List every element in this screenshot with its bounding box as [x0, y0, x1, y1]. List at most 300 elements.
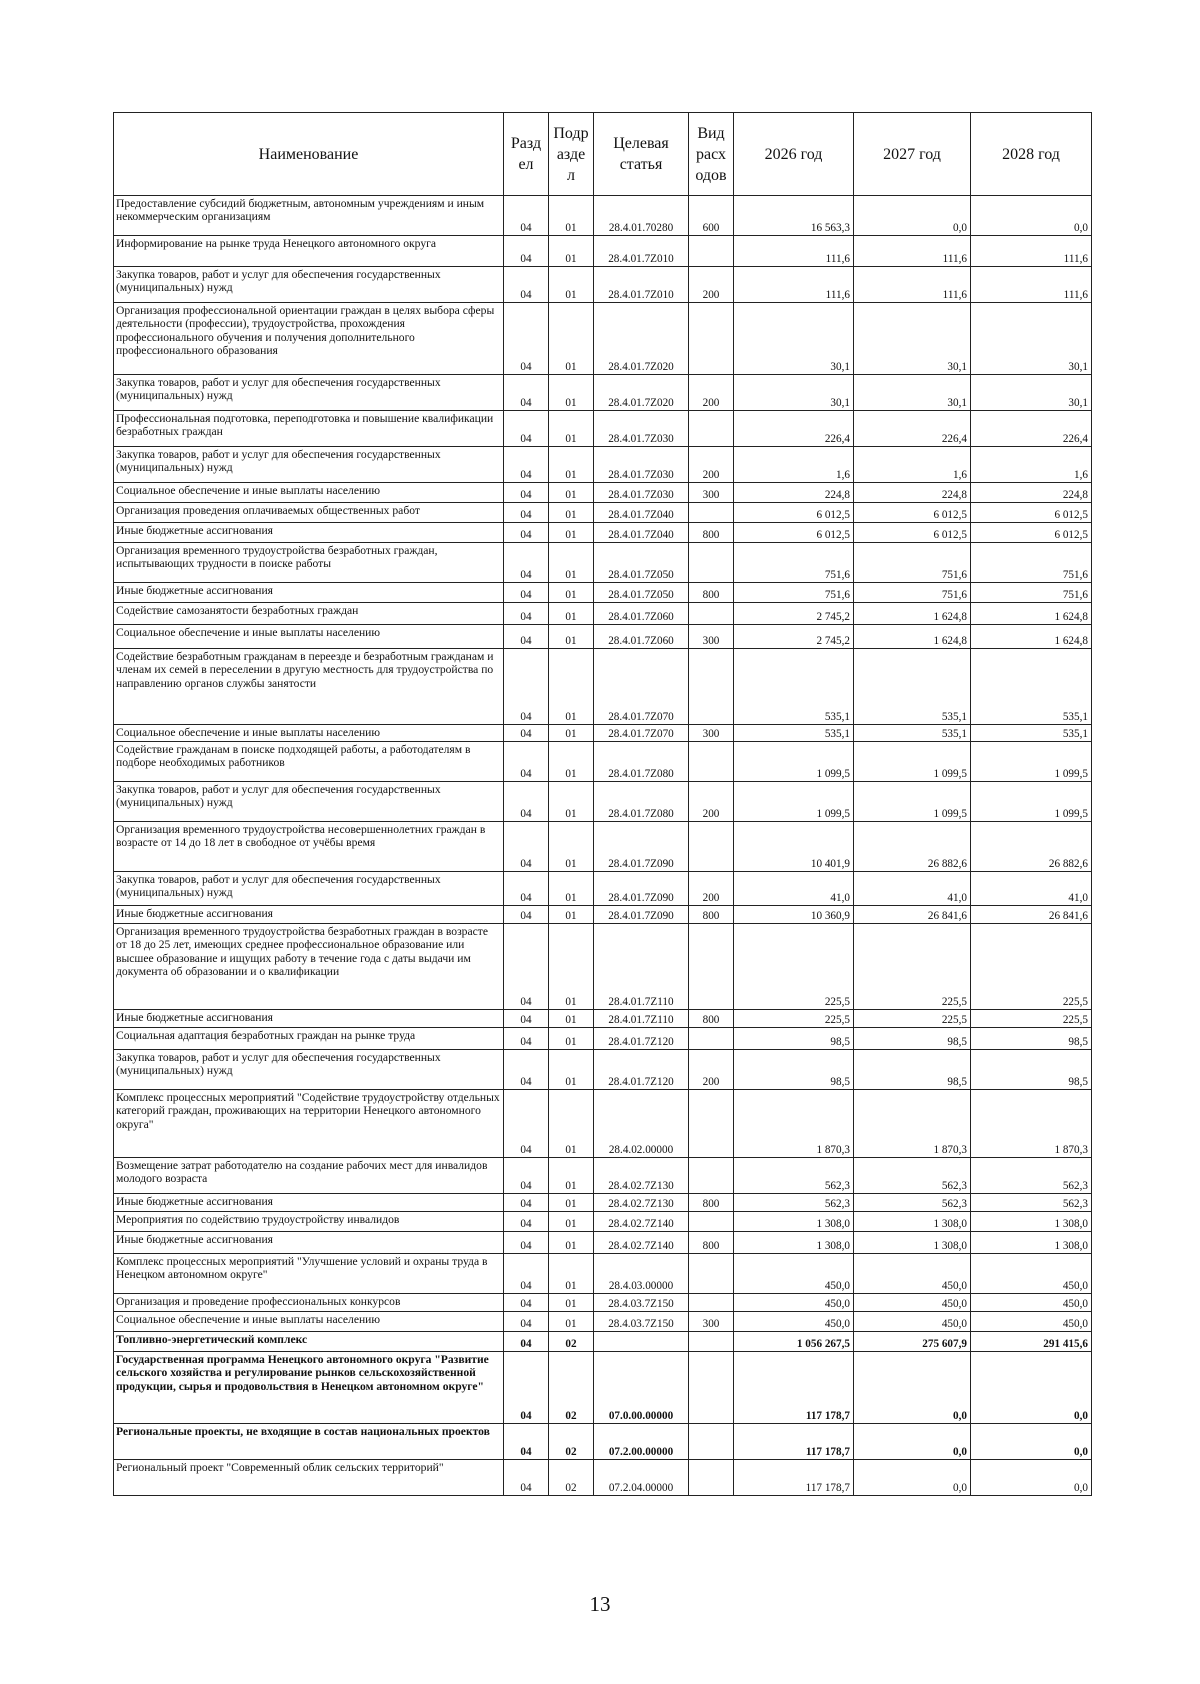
row-subsection: 01 — [549, 523, 594, 543]
row-subsection: 01 — [549, 196, 594, 236]
row-expense-kind: 200 — [689, 1050, 734, 1090]
row-expense-kind: 800 — [689, 523, 734, 543]
row-subsection: 01 — [549, 447, 594, 483]
table-row — [114, 543, 1092, 583]
row-expense-kind: 300 — [689, 625, 734, 649]
row-amount-2027: 1 624,8 — [854, 625, 971, 649]
row-subsection: 01 — [549, 1194, 594, 1212]
row-amount-2028: 6 012,5 — [971, 523, 1092, 543]
row-subsection: 01 — [549, 543, 594, 583]
row-section: 04 — [504, 411, 549, 447]
row-amount-2028: 224,8 — [971, 483, 1092, 503]
row-name: Закупка товаров, работ и услуг для обеспечения государственных (муниципальных) нужд — [114, 782, 504, 822]
row-amount-2028: 751,6 — [971, 543, 1092, 583]
row-amount-2028: 41,0 — [971, 872, 1092, 906]
table-row — [114, 1254, 1092, 1294]
row-name: Закупка товаров, работ и услуг для обеспечения государственных (муниципальных) нужд — [114, 872, 504, 906]
row-target-article — [594, 1332, 689, 1352]
row-expense-kind — [689, 503, 734, 523]
row-amount-2026: 2 745,2 — [734, 603, 854, 625]
header-year-2026: 2026 год — [734, 113, 854, 196]
table-row — [114, 411, 1092, 447]
row-section: 04 — [504, 583, 549, 603]
row-expense-kind — [689, 303, 734, 375]
row-amount-2028: 562,3 — [971, 1158, 1092, 1194]
table-row — [114, 1050, 1092, 1090]
table-row — [114, 906, 1092, 924]
row-expense-kind — [689, 1332, 734, 1352]
table-row — [114, 1010, 1092, 1028]
row-target-article: 28.4.01.7Z010 — [594, 267, 689, 303]
row-name: Организация и проведение профессиональных конкурсов — [114, 1294, 504, 1312]
row-target-article: 28.4.03.7Z150 — [594, 1294, 689, 1312]
row-amount-2026: 6 012,5 — [734, 503, 854, 523]
table-row — [114, 1028, 1092, 1050]
table-row — [114, 483, 1092, 503]
row-amount-2026: 98,5 — [734, 1050, 854, 1090]
row-subsection: 01 — [549, 603, 594, 625]
row-target-article: 28.4.01.7Z020 — [594, 303, 689, 375]
row-amount-2027: 1 624,8 — [854, 603, 971, 625]
row-expense-kind — [689, 1090, 734, 1158]
row-subsection: 01 — [549, 303, 594, 375]
row-amount-2027: 111,6 — [854, 267, 971, 303]
row-name: Организация проведения оплачиваемых общественных работ — [114, 503, 504, 523]
row-expense-kind: 800 — [689, 1232, 734, 1254]
row-expense-kind — [689, 924, 734, 1010]
row-amount-2027: 562,3 — [854, 1158, 971, 1194]
header-target-article: Целевая статья — [594, 113, 689, 196]
table-row — [114, 503, 1092, 523]
row-expense-kind: 200 — [689, 267, 734, 303]
row-amount-2027: 0,0 — [854, 1352, 971, 1424]
row-amount-2027: 226,4 — [854, 411, 971, 447]
row-subsection: 01 — [549, 583, 594, 603]
row-target-article: 28.4.01.7Z030 — [594, 483, 689, 503]
row-section: 04 — [504, 196, 549, 236]
row-target-article: 28.4.01.7Z030 — [594, 447, 689, 483]
row-amount-2027: 30,1 — [854, 303, 971, 375]
row-amount-2027: 6 012,5 — [854, 523, 971, 543]
page-number: 13 — [589, 1592, 611, 1616]
row-target-article: 28.4.01.7Z120 — [594, 1028, 689, 1050]
row-target-article: 28.4.01.7Z090 — [594, 822, 689, 872]
row-expense-kind — [689, 543, 734, 583]
table-row — [114, 924, 1092, 1010]
table-row — [114, 649, 1092, 725]
header-year-2028: 2028 год — [971, 113, 1092, 196]
row-name: Организация временного трудоустройства безработных граждан, испытывающих трудности в поиске работы — [114, 543, 504, 583]
row-section: 04 — [504, 924, 549, 1010]
row-section: 04 — [504, 1050, 549, 1090]
row-subsection: 01 — [549, 1050, 594, 1090]
row-expense-kind — [689, 1212, 734, 1232]
row-subsection: 01 — [549, 1028, 594, 1050]
row-subsection: 01 — [549, 1232, 594, 1254]
row-section: 04 — [504, 1090, 549, 1158]
row-section: 04 — [504, 375, 549, 411]
row-amount-2026: 16 563,3 — [734, 196, 854, 236]
row-amount-2027: 275 607,9 — [854, 1332, 971, 1352]
row-name: Иные бюджетные ассигнования — [114, 583, 504, 603]
row-amount-2028: 1 308,0 — [971, 1212, 1092, 1232]
row-expense-kind — [689, 411, 734, 447]
row-expense-kind: 800 — [689, 1194, 734, 1212]
table-row — [114, 1332, 1092, 1352]
row-target-article: 28.4.02.7Z140 — [594, 1232, 689, 1254]
row-subsection: 01 — [549, 725, 594, 742]
row-name: Закупка товаров, работ и услуг для обеспечения государственных (муниципальных) нужд — [114, 375, 504, 411]
row-amount-2027: 98,5 — [854, 1050, 971, 1090]
table-row — [114, 196, 1092, 236]
row-expense-kind: 200 — [689, 782, 734, 822]
row-expense-kind — [689, 1460, 734, 1496]
row-target-article: 28.4.02.00000 — [594, 1090, 689, 1158]
row-name: Организация временного трудоустройства безработных граждан в возрасте от 18 до 25 лет, имеющих среднее профессиональное образование или высшее образование и ищущих работу в течение года с даты выдачи им документа об образовании и о квалификации — [114, 924, 504, 1010]
row-target-article: 07.2.00.00000 — [594, 1424, 689, 1460]
table-row — [114, 725, 1092, 742]
table-row — [114, 267, 1092, 303]
table-row — [114, 1194, 1092, 1212]
row-amount-2026: 535,1 — [734, 649, 854, 725]
row-amount-2026: 751,6 — [734, 583, 854, 603]
row-subsection: 01 — [549, 1294, 594, 1312]
row-amount-2026: 111,6 — [734, 236, 854, 267]
table-row — [114, 1232, 1092, 1254]
row-name: Иные бюджетные ассигнования — [114, 906, 504, 924]
row-amount-2028: 1 624,8 — [971, 625, 1092, 649]
budget-table-page — [113, 112, 1091, 1496]
row-amount-2027: 1 308,0 — [854, 1212, 971, 1232]
row-name: Региональный проект "Современный облик сельских территорий" — [114, 1460, 504, 1496]
header-name: Наименование — [114, 113, 504, 196]
row-name: Возмещение затрат работодателю на создание рабочих мест для инвалидов молодого возраста — [114, 1158, 504, 1194]
row-subsection: 01 — [549, 503, 594, 523]
row-name: Региональные проекты, не входящие в состав национальных проектов — [114, 1424, 504, 1460]
row-target-article: 28.4.01.7Z010 — [594, 236, 689, 267]
row-target-article: 28.4.01.7Z080 — [594, 742, 689, 782]
row-amount-2028: 1 870,3 — [971, 1090, 1092, 1158]
row-amount-2026: 450,0 — [734, 1294, 854, 1312]
row-amount-2028: 30,1 — [971, 303, 1092, 375]
row-name: Государственная программа Ненецкого автономного округа "Развитие сельского хозяйства и регулирование рынков сельскохозяйственной продукции, сырья и продовольствия в Ненецком автономном округе" — [114, 1352, 504, 1424]
table-row — [114, 236, 1092, 267]
table-row — [114, 1460, 1092, 1496]
row-amount-2027: 111,6 — [854, 236, 971, 267]
row-target-article: 28.4.01.7Z110 — [594, 924, 689, 1010]
row-amount-2027: 562,3 — [854, 1194, 971, 1212]
row-expense-kind — [689, 1158, 734, 1194]
row-name: Иные бюджетные ассигнования — [114, 1194, 504, 1212]
table-row — [114, 603, 1092, 625]
row-expense-kind: 200 — [689, 872, 734, 906]
table-row — [114, 1212, 1092, 1232]
row-amount-2026: 2 745,2 — [734, 625, 854, 649]
row-amount-2027: 535,1 — [854, 725, 971, 742]
row-amount-2028: 0,0 — [971, 1352, 1092, 1424]
row-subsection: 02 — [549, 1424, 594, 1460]
row-amount-2028: 225,5 — [971, 1010, 1092, 1028]
row-section: 04 — [504, 503, 549, 523]
row-target-article: 28.4.02.7Z140 — [594, 1212, 689, 1232]
row-target-article: 28.4.01.7Z080 — [594, 782, 689, 822]
table-row — [114, 872, 1092, 906]
row-expense-kind: 200 — [689, 447, 734, 483]
table-row — [114, 447, 1092, 483]
row-expense-kind — [689, 742, 734, 782]
row-subsection: 01 — [549, 1312, 594, 1332]
row-amount-2028: 111,6 — [971, 236, 1092, 267]
row-target-article: 28.4.01.7Z050 — [594, 543, 689, 583]
row-amount-2028: 225,5 — [971, 924, 1092, 1010]
row-section: 04 — [504, 906, 549, 924]
row-amount-2027: 1 870,3 — [854, 1090, 971, 1158]
row-subsection: 01 — [549, 1010, 594, 1028]
header-expense-kind: Вид расх одов — [689, 113, 734, 196]
row-amount-2028: 1 099,5 — [971, 782, 1092, 822]
header-subsection: Подр азде л — [549, 113, 594, 196]
row-target-article: 28.4.01.7Z060 — [594, 625, 689, 649]
row-section: 04 — [504, 625, 549, 649]
row-amount-2027: 224,8 — [854, 483, 971, 503]
table-header-row — [114, 113, 1092, 196]
row-subsection: 01 — [549, 236, 594, 267]
row-target-article: 28.4.01.7Z110 — [594, 1010, 689, 1028]
row-name: Социальное обеспечение и иные выплаты населению — [114, 1312, 504, 1332]
row-amount-2027: 41,0 — [854, 872, 971, 906]
row-subsection: 01 — [549, 924, 594, 1010]
row-expense-kind — [689, 649, 734, 725]
row-section: 04 — [504, 483, 549, 503]
row-name: Закупка товаров, работ и услуг для обеспечения государственных (муниципальных) нужд — [114, 1050, 504, 1090]
row-amount-2026: 41,0 — [734, 872, 854, 906]
row-subsection: 01 — [549, 649, 594, 725]
row-subsection: 02 — [549, 1332, 594, 1352]
row-amount-2026: 450,0 — [734, 1312, 854, 1332]
row-amount-2027: 1 099,5 — [854, 742, 971, 782]
row-amount-2028: 1,6 — [971, 447, 1092, 483]
row-subsection: 01 — [549, 742, 594, 782]
row-section: 04 — [504, 267, 549, 303]
table-row — [114, 782, 1092, 822]
row-expense-kind — [689, 1028, 734, 1050]
row-amount-2026: 10 360,9 — [734, 906, 854, 924]
row-expense-kind — [689, 1352, 734, 1424]
row-subsection: 01 — [549, 1212, 594, 1232]
row-amount-2028: 1 624,8 — [971, 603, 1092, 625]
row-section: 04 — [504, 543, 549, 583]
row-subsection: 01 — [549, 1158, 594, 1194]
row-amount-2026: 117 178,7 — [734, 1424, 854, 1460]
row-amount-2026: 1 099,5 — [734, 782, 854, 822]
row-section: 04 — [504, 1158, 549, 1194]
row-amount-2026: 1 099,5 — [734, 742, 854, 782]
row-name: Иные бюджетные ассигнования — [114, 1010, 504, 1028]
table-row — [114, 1294, 1092, 1312]
table-row — [114, 1352, 1092, 1424]
row-target-article: 28.4.02.7Z130 — [594, 1194, 689, 1212]
row-subsection: 01 — [549, 782, 594, 822]
row-target-article: 28.4.01.70280 — [594, 196, 689, 236]
table-row — [114, 625, 1092, 649]
row-amount-2026: 562,3 — [734, 1194, 854, 1212]
row-name: Предоставление субсидий бюджетным, автономным учреждениям и иным некоммерческим организациям — [114, 196, 504, 236]
row-target-article: 28.4.01.7Z040 — [594, 523, 689, 543]
row-subsection: 01 — [549, 1090, 594, 1158]
row-section: 04 — [504, 1460, 549, 1496]
row-target-article: 28.4.01.7Z050 — [594, 583, 689, 603]
budget-table — [113, 112, 1092, 1496]
row-amount-2028: 535,1 — [971, 725, 1092, 742]
row-amount-2028: 26 882,6 — [971, 822, 1092, 872]
row-expense-kind — [689, 236, 734, 267]
row-expense-kind: 800 — [689, 1010, 734, 1028]
row-subsection: 02 — [549, 1460, 594, 1496]
row-amount-2028: 291 415,6 — [971, 1332, 1092, 1352]
row-target-article: 28.4.01.7Z070 — [594, 725, 689, 742]
table-row — [114, 822, 1092, 872]
row-amount-2028: 0,0 — [971, 196, 1092, 236]
row-target-article: 28.4.01.7Z060 — [594, 603, 689, 625]
row-expense-kind: 800 — [689, 906, 734, 924]
row-amount-2027: 0,0 — [854, 1424, 971, 1460]
row-amount-2028: 450,0 — [971, 1254, 1092, 1294]
row-name: Социальное обеспечение и иные выплаты населению — [114, 483, 504, 503]
table-row — [114, 1090, 1092, 1158]
row-section: 04 — [504, 782, 549, 822]
row-amount-2027: 225,5 — [854, 1010, 971, 1028]
row-section: 04 — [504, 1010, 549, 1028]
row-amount-2027: 535,1 — [854, 649, 971, 725]
row-amount-2027: 30,1 — [854, 375, 971, 411]
row-target-article: 07.0.00.00000 — [594, 1352, 689, 1424]
row-name: Содействие безработным гражданам в переезде и безработным гражданам и членам их семей в переселении в другую местность для трудоустройства по направлению органов службы занятости — [114, 649, 504, 725]
row-target-article: 28.4.01.7Z120 — [594, 1050, 689, 1090]
table-row — [114, 1424, 1092, 1460]
row-amount-2026: 562,3 — [734, 1158, 854, 1194]
row-amount-2028: 450,0 — [971, 1294, 1092, 1312]
table-row — [114, 1312, 1092, 1332]
header-year-2027: 2027 год — [854, 113, 971, 196]
row-section: 04 — [504, 1312, 549, 1332]
row-amount-2027: 450,0 — [854, 1294, 971, 1312]
row-name: Содействие самозанятости безработных граждан — [114, 603, 504, 625]
row-amount-2026: 10 401,9 — [734, 822, 854, 872]
row-amount-2028: 0,0 — [971, 1460, 1092, 1496]
table-row — [114, 303, 1092, 375]
row-target-article: 28.4.03.00000 — [594, 1254, 689, 1294]
row-amount-2026: 1 056 267,5 — [734, 1332, 854, 1352]
row-expense-kind: 800 — [689, 583, 734, 603]
row-subsection: 02 — [549, 1352, 594, 1424]
header-section: Разд ел — [504, 113, 549, 196]
row-section: 04 — [504, 1212, 549, 1232]
row-amount-2026: 226,4 — [734, 411, 854, 447]
row-section: 04 — [504, 1028, 549, 1050]
row-target-article: 28.4.01.7Z040 — [594, 503, 689, 523]
row-name: Закупка товаров, работ и услуг для обеспечения государственных (муниципальных) нужд — [114, 447, 504, 483]
table-body — [114, 196, 1092, 1496]
row-amount-2026: 1,6 — [734, 447, 854, 483]
row-expense-kind — [689, 1254, 734, 1294]
row-amount-2028: 98,5 — [971, 1050, 1092, 1090]
row-subsection: 01 — [549, 822, 594, 872]
row-expense-kind: 200 — [689, 375, 734, 411]
row-section: 04 — [504, 1352, 549, 1424]
row-amount-2026: 1 308,0 — [734, 1232, 854, 1254]
row-amount-2026: 450,0 — [734, 1254, 854, 1294]
table-row — [114, 375, 1092, 411]
row-amount-2026: 1 308,0 — [734, 1212, 854, 1232]
row-amount-2028: 226,4 — [971, 411, 1092, 447]
row-name: Профессиональная подготовка, переподготовка и повышение квалификации безработных граждан — [114, 411, 504, 447]
row-amount-2027: 1 308,0 — [854, 1232, 971, 1254]
row-amount-2026: 225,5 — [734, 1010, 854, 1028]
row-subsection: 01 — [549, 872, 594, 906]
row-amount-2028: 26 841,6 — [971, 906, 1092, 924]
row-amount-2028: 0,0 — [971, 1424, 1092, 1460]
row-name: Комплекс процессных мероприятий "Содействие трудоустройству отдельных категорий граждан, проживающих на территории Ненецкого автономного округа" — [114, 1090, 504, 1158]
row-section: 04 — [504, 1294, 549, 1312]
row-amount-2027: 751,6 — [854, 543, 971, 583]
row-section: 04 — [504, 523, 549, 543]
row-section: 04 — [504, 1424, 549, 1460]
row-expense-kind: 300 — [689, 483, 734, 503]
row-amount-2026: 117 178,7 — [734, 1352, 854, 1424]
row-amount-2027: 0,0 — [854, 196, 971, 236]
row-expense-kind — [689, 822, 734, 872]
row-expense-kind: 300 — [689, 725, 734, 742]
row-amount-2026: 30,1 — [734, 375, 854, 411]
row-amount-2028: 30,1 — [971, 375, 1092, 411]
row-target-article: 28.4.02.7Z130 — [594, 1158, 689, 1194]
row-section: 04 — [504, 603, 549, 625]
row-name: Социальное обеспечение и иные выплаты населению — [114, 625, 504, 649]
row-amount-2026: 1 870,3 — [734, 1090, 854, 1158]
row-section: 04 — [504, 303, 549, 375]
row-amount-2027: 26 882,6 — [854, 822, 971, 872]
row-amount-2027: 6 012,5 — [854, 503, 971, 523]
table-row — [114, 583, 1092, 603]
row-target-article: 28.4.01.7Z030 — [594, 411, 689, 447]
row-section: 04 — [504, 649, 549, 725]
row-amount-2027: 26 841,6 — [854, 906, 971, 924]
row-amount-2027: 450,0 — [854, 1254, 971, 1294]
row-subsection: 01 — [549, 625, 594, 649]
row-expense-kind — [689, 603, 734, 625]
row-expense-kind — [689, 1424, 734, 1460]
row-amount-2026: 751,6 — [734, 543, 854, 583]
table-row — [114, 742, 1092, 782]
row-name: Организация временного трудоустройства несовершеннолетних граждан в возрасте от 14 до 18 лет в свободное от учёбы время — [114, 822, 504, 872]
row-section: 04 — [504, 872, 549, 906]
row-subsection: 01 — [549, 1254, 594, 1294]
row-name: Комплекс процессных мероприятий "Улучшение условий и охраны труда в Ненецком автономном округе" — [114, 1254, 504, 1294]
row-subsection: 01 — [549, 411, 594, 447]
row-target-article: 28.4.01.7Z020 — [594, 375, 689, 411]
row-amount-2026: 224,8 — [734, 483, 854, 503]
row-name: Топливно-энергетический комплекс — [114, 1332, 504, 1352]
row-name: Мероприятия по содействию трудоустройству инвалидов — [114, 1212, 504, 1232]
row-target-article: 28.4.01.7Z090 — [594, 906, 689, 924]
row-amount-2028: 1 308,0 — [971, 1232, 1092, 1254]
row-target-article: 07.2.04.00000 — [594, 1460, 689, 1496]
row-amount-2026: 117 178,7 — [734, 1460, 854, 1496]
row-amount-2027: 751,6 — [854, 583, 971, 603]
row-section: 04 — [504, 1254, 549, 1294]
row-amount-2027: 0,0 — [854, 1460, 971, 1496]
row-amount-2028: 111,6 — [971, 267, 1092, 303]
